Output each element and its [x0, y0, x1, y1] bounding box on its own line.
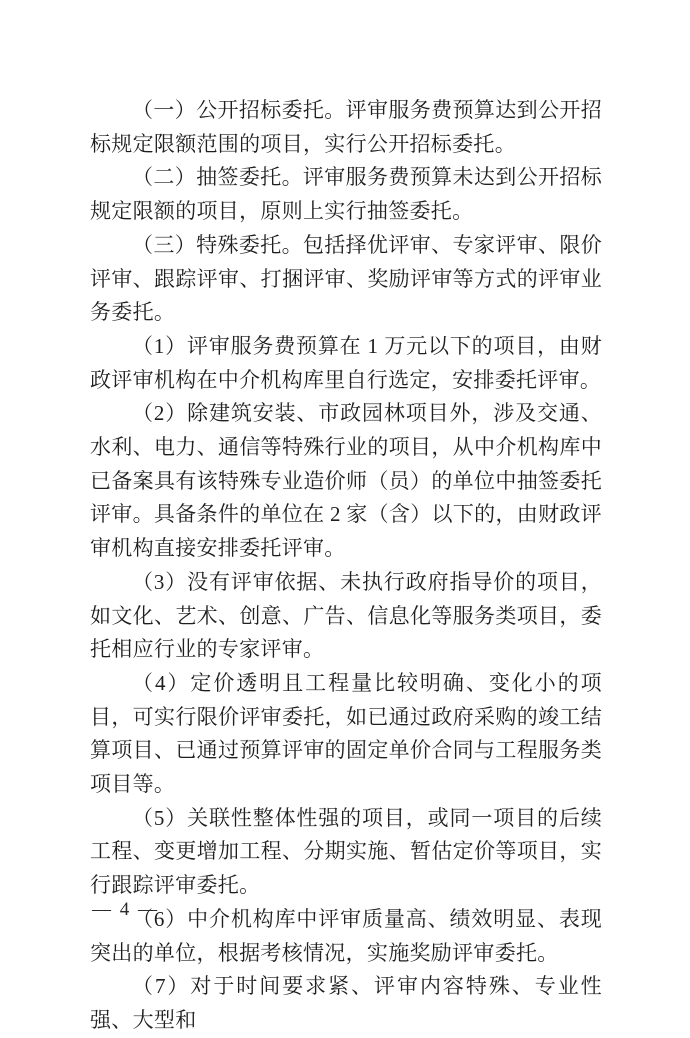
paragraph-item-5: （5）关联性整体性强的项目，或同一项目的后续工程、变更增加工程、分期实施、暂估定价等项目，实行跟踪评审委托。 [90, 805, 602, 898]
paragraph-item-7: （7）对于时间要求紧、评审内容特殊、专业性强、大型和 [90, 974, 602, 1032]
paragraph-lottery: （二）抽签委托。评审服务费预算未达到公开招标规定限额的项目，原则上实行抽签委托。 [90, 165, 602, 224]
paragraph-special: （三）特殊委托。包括择优评审、专家评审、限价评审、跟踪评审、打捆评审、奖励评审等方式的评审业务委托。 [90, 232, 602, 325]
paragraph-item-3: （3）没有评审依据、未执行政府指导价的项目，如文化、艺术、创意、广告、信息化等服务类项目，委托相应行业的专家评审。 [90, 569, 602, 662]
paragraph-open-bid: （一）公开招标委托。评审服务费预算达到公开招标规定限额范围的项目，实行公开招标委托。 [90, 98, 602, 156]
paragraph-item-1: （1）评审服务费预算在 1 万元以下的项目，由财政评审机构在中介机构库里自行选定，安排委托评审。 [90, 333, 602, 392]
paragraph-item-2: （2）除建筑安装、市政园林项目外，涉及交通、水利、电力、通信等特殊行业的项目，从中介机构库中已备案具有该特殊专业造价师（员）的单位中抽签委托评审。具备条件的单位在 2 家（含）以下的，由财政评审机构直接安排委托评审。 [90, 401, 602, 561]
paragraph-item-6: （6）中介机构库中评审质量高、绩效明显、表现突出的单位，根据考核情况，实施奖励评审委托。 [90, 906, 602, 965]
document-body [90, 94, 602, 1038]
page-footer [92, 899, 159, 921]
page-number: — 4 — [92, 899, 159, 920]
paragraph-item-4: （4）定价透明且工程量比较明确、变化小的项目，可实行限价评审委托，如已通过政府采购的竣工结算项目、已通过预算评审的固定单价合同与工程服务类项目等。 [90, 670, 602, 797]
